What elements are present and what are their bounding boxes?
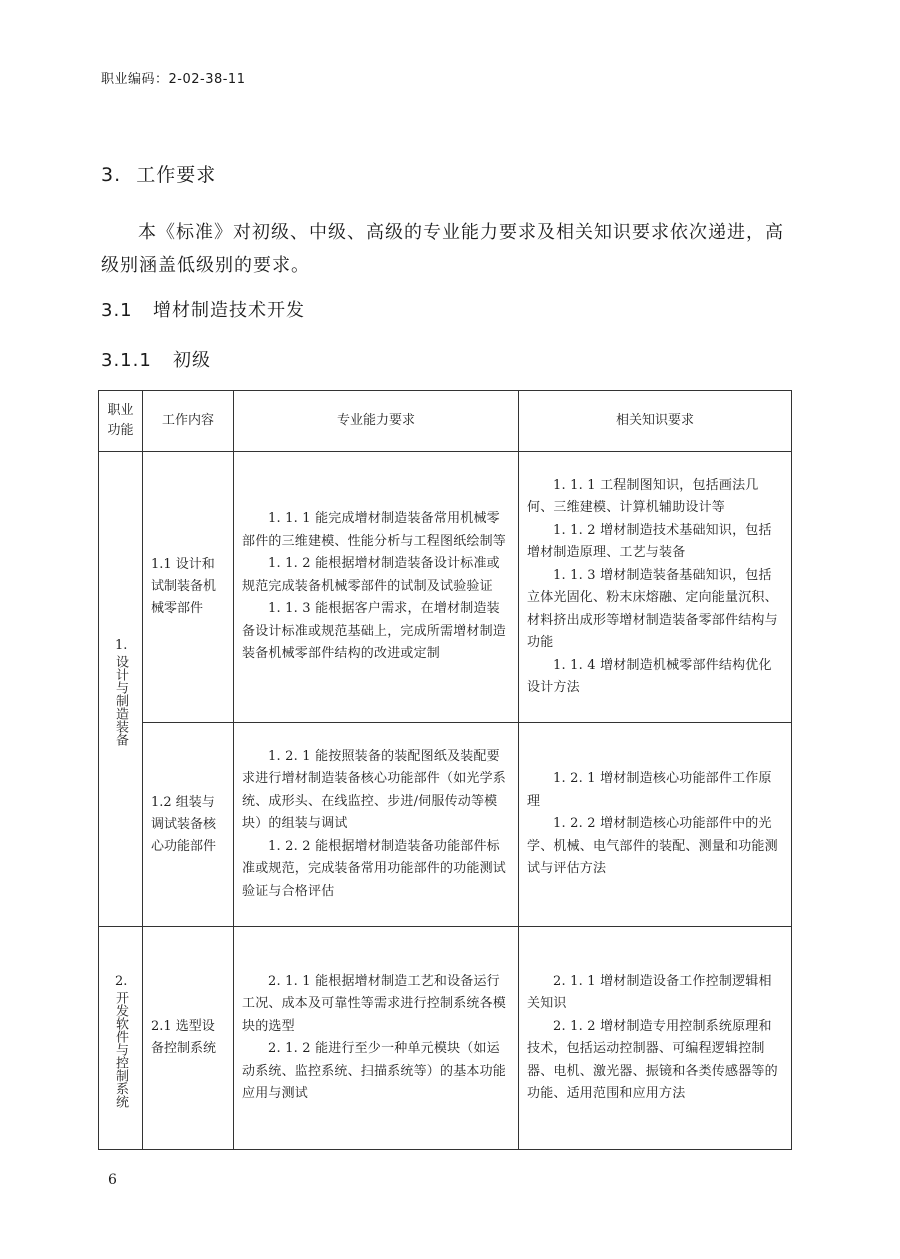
section-number: 3. xyxy=(101,164,122,186)
subsection-title: 增材制造技术开发 xyxy=(153,300,305,321)
subsubsection-number: 3.1.1 xyxy=(101,350,152,371)
skill-cell xyxy=(234,927,519,1150)
section-title: 工作要求 xyxy=(136,164,217,186)
section-heading xyxy=(101,160,216,187)
knowledge-item: 2. 1. 1 增材制造设备工作控制逻辑相关知识 xyxy=(527,973,772,1011)
knowledge-item: 1. 2. 1 增材制造核心功能部件工作原理 xyxy=(527,771,772,809)
subsubsection-heading xyxy=(101,346,211,372)
knowledge-item: 1. 1. 2 增材制造技术基础知识，包括增材制造原理、工艺与装备 xyxy=(527,522,772,560)
requirements-table xyxy=(98,390,792,1150)
occupation-code: 职业编码：2-02-38-11 xyxy=(101,72,246,87)
subsection-number: 3.1 xyxy=(101,300,133,321)
skill-item: 1. 1. 2 能根据增材制造装备设计标准或规范完成装备机械零部件的试制及试验验证 xyxy=(242,556,500,594)
skill-item: 2. 1. 1 能根据增材制造工艺和设备运行工况、成本及可靠性等需求进行控制系统各模块的选型 xyxy=(242,973,507,1034)
table-row xyxy=(99,927,792,1150)
table-row xyxy=(99,723,792,927)
function-name: 设计与制造装备 xyxy=(113,655,128,746)
subsection-heading xyxy=(101,296,305,322)
knowledge-cell xyxy=(519,927,792,1150)
knowledge-item: 1. 1. 4 增材制造机械零部件结构优化设计方法 xyxy=(527,657,772,695)
skill-item: 1. 2. 1 能按照装备的装配图纸及装配要求进行增材制造装备核心功能部件（如光学系统、成形头、在线监控、步进/伺服传动等模块）的组装与调试 xyxy=(242,748,507,832)
function-number: 1. xyxy=(115,638,128,653)
table-header-row xyxy=(99,391,792,452)
table-row xyxy=(99,452,792,723)
function-number: 2. xyxy=(115,974,128,989)
knowledge-item: 1. 1. 3 增材制造装备基础知识，包括立体光固化、粉末床熔融、定向能量沉积、材料挤出成形等增材制造装备零部件结构与功能 xyxy=(527,567,778,650)
function-cell xyxy=(99,927,143,1150)
function-cell xyxy=(99,452,143,927)
knowledge-cell xyxy=(519,452,792,723)
intro-paragraph: 本《标准》对初级、中级、高级的专业能力要求及相关知识要求依次递进，高级别涵盖低级别的要求。 xyxy=(101,222,784,276)
work-content-cell: 2.1 选型设备控制系统 xyxy=(143,927,234,1150)
header-knowledge: 相关知识要求 xyxy=(519,391,792,452)
knowledge-item: 2. 1. 2 增材制造专用控制系统原理和技术，包括运动控制器、可编程逻辑控制器、电机、激光器、振镜和各类传感器等的功能、适用范围和应用方法 xyxy=(527,1018,778,1101)
subsubsection-title: 初级 xyxy=(173,350,211,371)
function-name: 开发软件与控制系统 xyxy=(113,991,128,1108)
knowledge-cell xyxy=(519,723,792,927)
header-work: 工作内容 xyxy=(143,391,234,452)
skill-item: 1. 1. 1 能完成增材制造装备常用机械零部件的三维建模、性能分析与工程图纸绘制等 xyxy=(242,511,507,549)
skill-item: 2. 1. 2 能进行至少一种单元模块（如运动系统、监控系统、扫描系统等）的基本功能应用与测试 xyxy=(242,1041,507,1101)
work-content-cell: 1.1 设计和试制装备机械零部件 xyxy=(143,452,234,723)
skill-item: 1. 2. 2 能根据增材制造装备功能部件标准或规范，完成装备常用功能部件的功能测试验证与合格评估 xyxy=(242,838,507,899)
work-content-cell: 1.2 组装与调试装备核心功能部件 xyxy=(143,723,234,927)
skill-cell xyxy=(234,723,519,927)
knowledge-item: 1. 2. 2 增材制造核心功能部件中的光学、机械、电气部件的装配、测量和功能测试与评估方法 xyxy=(527,816,778,877)
skill-item: 1. 1. 3 能根据客户需求，在增材制造装备设计标准或规范基础上，完成所需增材制造装备机械零部件结构的改进或定制 xyxy=(242,601,507,662)
header-skill: 专业能力要求 xyxy=(234,391,519,452)
knowledge-item: 1. 1. 1 工程制图知识，包括画法几何、三维建模、计算机辅助设计等 xyxy=(527,477,759,515)
header-function: 职业功能 xyxy=(99,391,143,452)
skill-cell xyxy=(234,452,519,723)
page-number: 6 xyxy=(108,1172,117,1188)
